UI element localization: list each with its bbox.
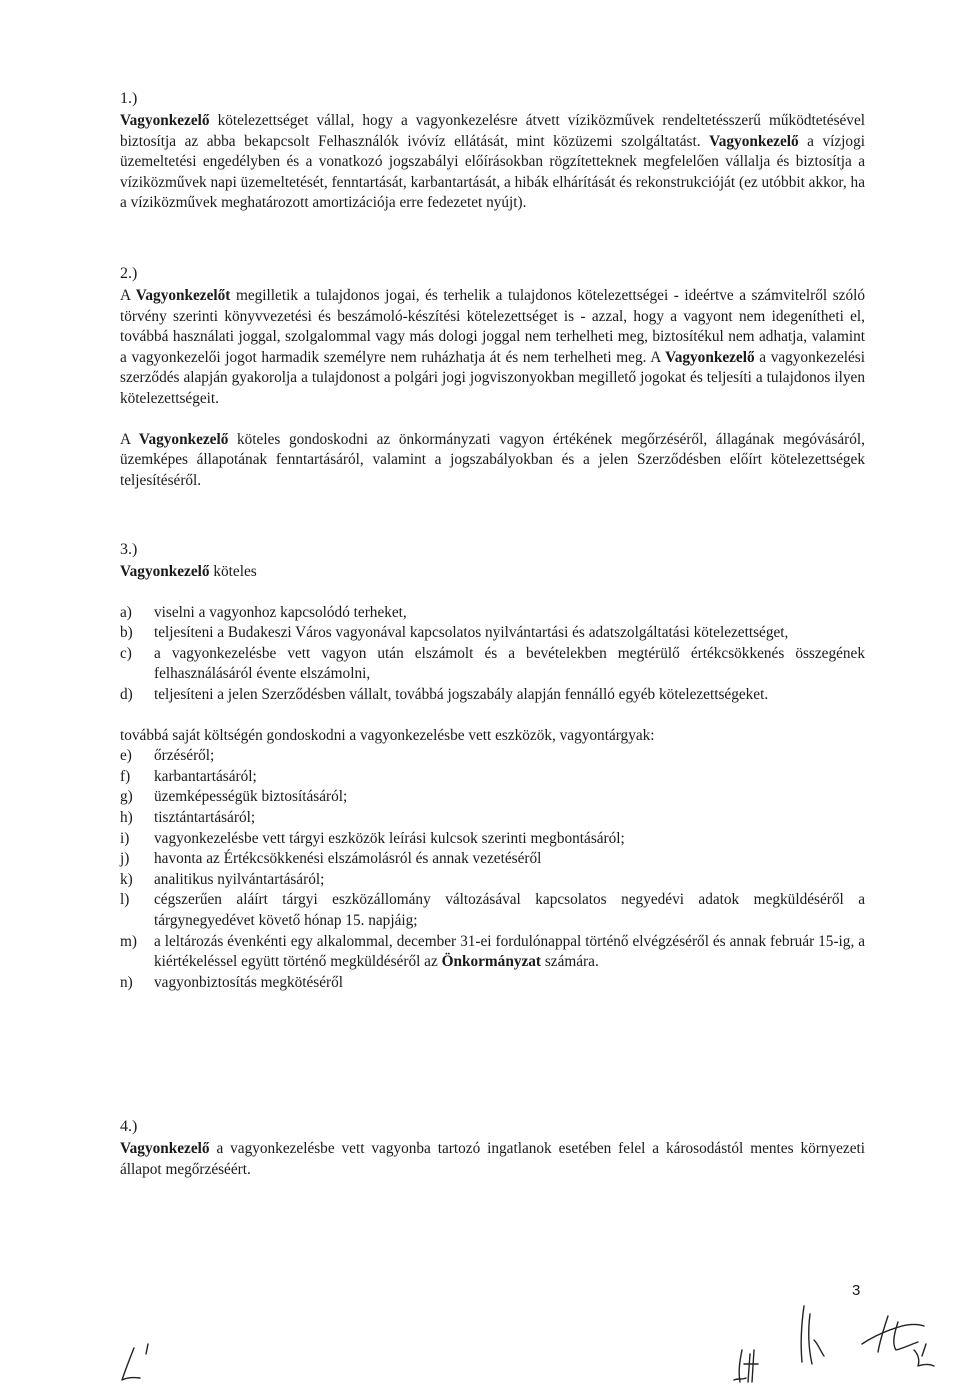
initials-signature-left	[112, 1340, 162, 1388]
list-item-b: b) teljesíteni a Budakeszi Város vagyonával kapcsolatos nyilvántartási és adatszolgáltatási kötelezettséget,	[120, 624, 789, 642]
list-item-f: f) karbantartásáról;	[120, 767, 257, 785]
list-item-h: h) tisztántartásáról;	[120, 808, 256, 826]
list-item-j: j) havonta az Értékcsökkenési elszámolásról és annak vezetéséről	[120, 850, 542, 868]
section-3-heading: Vagyonkezelő köteles	[120, 563, 257, 580]
obligations-list-1	[120, 603, 865, 706]
list-item-l: l) cégszerűen aláírt tárgyi eszközállomány változásával kapcsolatos negyedévi adatok megküldéséről a tárgynegyedévet követő hónap 15. napjáig;	[120, 891, 865, 929]
section-1	[120, 89, 865, 214]
section-3-intro-2: továbbá saját költségén gondoskodni a vagyonkezelésbe vett eszközök, vagyontárgyak:	[120, 726, 655, 744]
section-4	[120, 1117, 865, 1180]
section-3-number: 3.)	[120, 541, 138, 558]
section-1-number: 1.)	[120, 90, 138, 107]
section-2	[120, 264, 865, 491]
list-item-n: n) vagyonbiztosítás megkötéséről	[120, 973, 344, 991]
list-item-m: m) a leltározás évenkénti egy alkalommal, december 31-ei fordulónappal történő elvégzéséről és annak február 15-ig, a kiértékeléssel együtt történő megküldéséről az Önkormányzat számára.	[120, 932, 865, 971]
initials-signature-right	[858, 1310, 938, 1370]
list-item-k: k) analitikus nyilvántartásáról;	[120, 870, 325, 888]
list-item-d: d) teljesíteni a jelen Szerződésben vállalt, továbbá jogszabály alapján fennálló egyéb kötelezettségeket.	[120, 685, 769, 703]
list-item-e: e) őrzéséről;	[120, 747, 215, 765]
section-3	[120, 540, 865, 993]
obligations-list-2	[120, 746, 865, 993]
initials-signature-center	[728, 1320, 788, 1386]
list-item-a: a) viselni a vagyonhoz kapcsolódó terheket,	[120, 603, 407, 621]
section-2-paragraph-1: A Vagyonkezelőt megilletik a tulajdonos jogai, és terhelik a tulajdonos kötelezettségei - ideértve a számvitelről szóló törvény szerinti könyvvezetési és beszámoló-készítési kötelezettséget is - azzal, hogy a vagyont nem idegenítheti el, továbbá használati joggal, szolgalommal vagy más dologi joggal nem terhelheti meg, biztosítékul nem adhatja, valamint a vagyonkezelői jogot harmadik személyre nem ruházhatja át és nem terhelheti meg. A Vagyonkezelő a vagyonkezelési szerződés alapján gyakorolja a tulajdonost a polgári jogi jogviszonyokban megillető jogokat és teljesíti a tulajdonos ilyen kötelezettségeit.	[120, 287, 865, 407]
list-item-i: i) vagyonkezelésbe vett tárgyi eszközök leírási kulcsok szerinti megbontásáról;	[120, 829, 625, 847]
section-1-paragraph: Vagyonkezelő kötelezettséget vállal, hogy a vagyonkezelésre átvett víziközművek rendeltetésszerű működtetésével biztosítja az abba bekapcsolt Felhasználók ivóvíz ellátását, mint közüzemi szolgáltatást. Vagyonkezelő a vízjogi üzemeltetési engedélyben és a vonatkozó jogszabályi előírásokban rögzítetteknek megfelelően vállalja és biztosítja a víziközművek napi üzemeltetését, fenntartását, karbantartását, a hibák elhárítását és rekonstrukcióját (ez utóbbit akkor, ha a víziközművek meghatározott amortizációja erre fedezetet nyújt).	[120, 112, 865, 212]
list-item-g: g) üzemképességük biztosításáról;	[120, 788, 348, 806]
section-2-paragraph-2: A Vagyonkezelő köteles gondoskodni az önkormányzati vagyon értékének megőrzéséről, állagának megóvásáról, üzemképes állapotának fenntartásáról, valamint a jogszabályokban és a jelen Szerződésben előírt kötelezettségek teljesítéséről.	[120, 430, 865, 489]
page-number: 3	[852, 1282, 861, 1299]
section-4-number: 4.)	[120, 1118, 138, 1135]
list-item-c: c) a vagyonkezelésbe vett vagyon után elszámolt és a bevételekben megtérülő értékcsökkenés összegének felhasználásáról évente elszámolni,	[120, 644, 865, 683]
section-4-paragraph: Vagyonkezelő a vagyonkezelésbe vett vagyonba tartozó ingatlanok esetében felel a károsodástól mentes környezeti állapot megőrzéséért.	[120, 1140, 865, 1178]
section-2-number: 2.)	[120, 265, 138, 282]
initials-signature-mid	[790, 1300, 830, 1370]
